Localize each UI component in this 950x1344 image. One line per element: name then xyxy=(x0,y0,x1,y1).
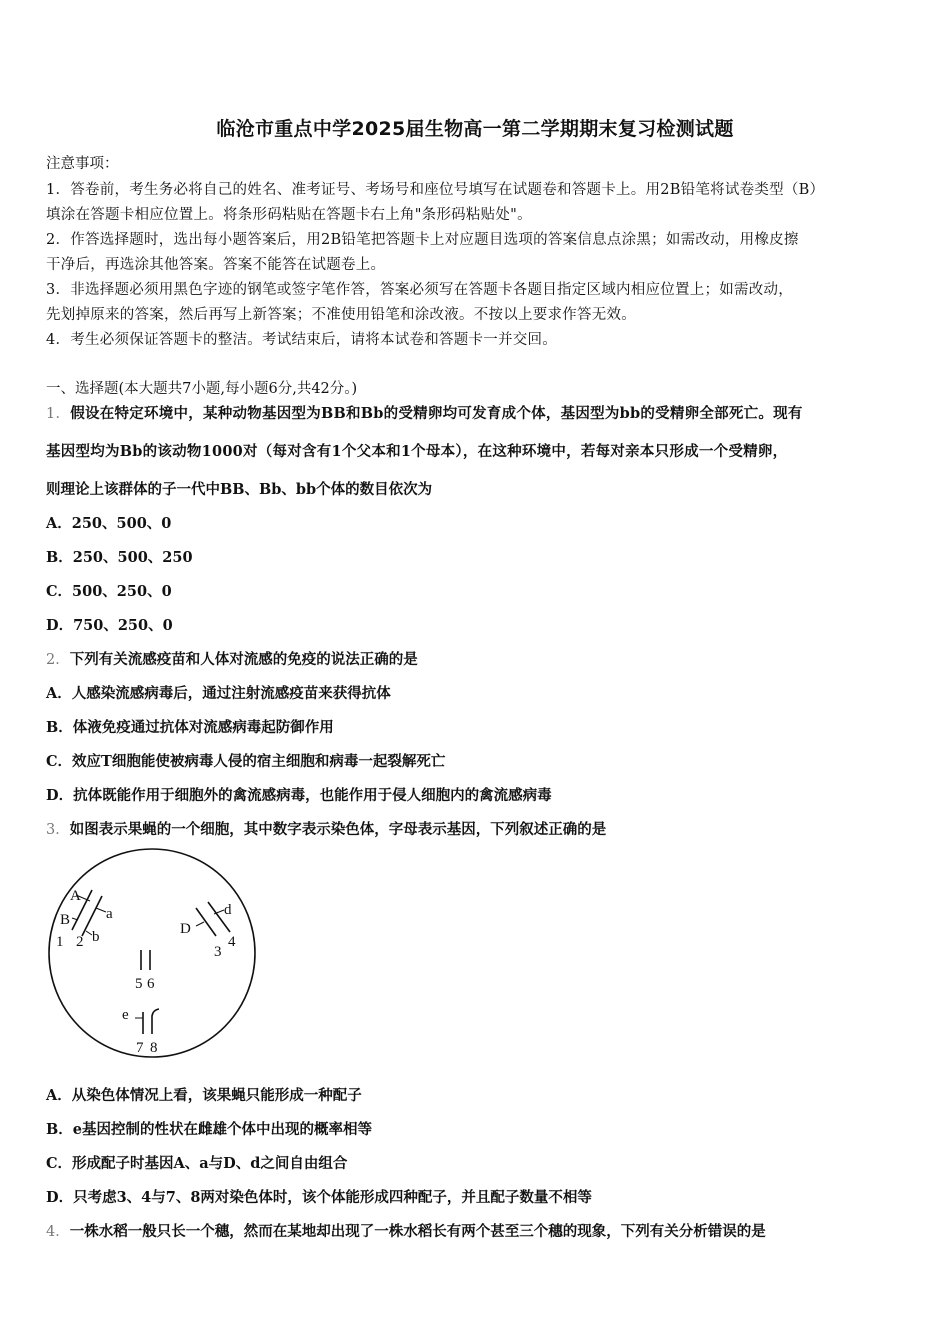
notice-line: 干净后，再选涂其他答案。答案不能答在试题卷上。 xyxy=(46,257,386,273)
notice-line: 4．考生必须保证答题卡的整洁。考试结束后，请将本试卷和答题卡一并交回。 xyxy=(46,332,557,348)
question-text: 假设在特定环境中，某种动物基因型为BB和Bb的受精卵均可发育成个体，基因型为bb的受精卵全部死亡。现有 xyxy=(70,405,803,422)
option-c: C．形成配子时基因A、a与D、d之间自由组合 xyxy=(46,1155,348,1172)
gene-label-a: a xyxy=(106,906,113,922)
option-d: D．只考虑3、4与7、8两对染色体时，该个体能形成四种配子，并且配子数量不相等 xyxy=(46,1189,592,1206)
chromosome-label-7: 7 xyxy=(136,1040,144,1056)
option-d: D．750、250、0 xyxy=(46,617,173,634)
notice-line: 先划掉原来的答案，然后再写上新答案；不准使用铅笔和涂改液。不按以上要求作答无效。 xyxy=(46,307,636,323)
gene-label-e: e xyxy=(122,1007,129,1023)
option-b: B．e基因控制的性状在雌雄个体中出现的概率相等 xyxy=(46,1121,372,1138)
notice-line: 2．作答选择题时，选出每小题答案后，用2B铅笔把答题卡上对应题目选项的答案信息点涂黑；如需改动，用橡皮擦 xyxy=(46,232,799,248)
question-text: 则理论上该群体的子一代中BB、Bb、bb个体的数目依次为 xyxy=(46,481,433,498)
question-text: 下列有关流感疫苗和人体对流感的免疫的说法正确的是 xyxy=(69,651,418,668)
option-c: C．效应T细胞能使被病毒人侵的宿主细胞和病毒一起裂解死亡 xyxy=(46,753,446,770)
gene-line-D xyxy=(196,922,204,926)
chromosome-3 xyxy=(196,908,216,936)
question-2-stem xyxy=(46,648,418,669)
chromosome-label-5: 5 xyxy=(135,976,143,992)
notice-line: 1．答卷前，考生务必将自己的姓名、准考证号、考场号和座位号填写在试题卷和答题卡上。用2B铅笔将试卷类型（B） xyxy=(46,182,825,198)
cell-chromosome-figure xyxy=(46,846,262,1060)
chromosome-label-1: 1 xyxy=(56,934,64,950)
option-b: B．250、500、250 xyxy=(46,549,193,566)
option-c: C．500、250、0 xyxy=(46,583,172,600)
question-3-stem xyxy=(46,818,606,839)
notice-line: 填涂在答题卡相应位置上。将条形码粘贴在答题卡右上角"条形码粘贴处"。 xyxy=(46,207,532,223)
question-text: 基因型均为Bb的该动物1000对（每对含有1个父本和1个母本），在这种环境中，若每对亲本只形成一个受精卵， xyxy=(46,443,788,460)
question-number: 4． xyxy=(46,1224,70,1240)
option-a: A．人感染流感病毒后，通过注射流感疫苗来获得抗体 xyxy=(46,685,391,702)
chromosome-label-6: 6 xyxy=(147,976,155,992)
gene-label-D: D xyxy=(180,921,191,937)
chromosome-label-3: 3 xyxy=(214,944,222,960)
question-text: 一株水稻一般只长一个穗，然而在某地却出现了一株水稻长有两个甚至三个穗的现象，下列有关分析错误的是 xyxy=(69,1223,766,1240)
chromosome-label-2: 2 xyxy=(76,934,84,950)
notice-heading: 注意事项： xyxy=(46,156,119,172)
chromosome-label-8: 8 xyxy=(150,1040,158,1056)
gene-label-b: b xyxy=(92,929,100,945)
gene-label-A: A xyxy=(70,888,81,904)
question-number: 2． xyxy=(46,652,70,668)
question-text: 如图表示果蝇的一个细胞，其中数字表示染色体，字母表示基因，下列叙述正确的是 xyxy=(69,821,607,838)
gene-label-d: d xyxy=(224,902,232,918)
chromosome-label-4: 4 xyxy=(228,934,236,950)
page-title: 临沧市重点中学2025届生物高一第二学期期末复习检测试题 xyxy=(216,118,734,140)
question-1-stem xyxy=(46,402,803,423)
option-b: B．体液免疫通过抗体对流感病毒起防御作用 xyxy=(46,719,334,736)
notice-line: 3．非选择题必须用黑色字迹的钢笔或签字笔作答，答案必须写在答题卡各题目指定区域内相应位置上；如需改动， xyxy=(46,282,793,298)
chromosome-8 xyxy=(152,1009,159,1034)
gene-line-a xyxy=(96,908,106,912)
question-number: 1． xyxy=(46,406,71,422)
option-a: A．从染色体情况上看，该果蝇只能形成一种配子 xyxy=(46,1087,362,1104)
question-number: 3． xyxy=(46,822,70,838)
option-d: D．抗体既能作用于细胞外的禽流感病毒，也能作用于侵人细胞内的禽流感病毒 xyxy=(46,787,552,804)
gene-label-B: B xyxy=(60,912,71,928)
section-heading: 一、选择题(本大题共7小题,每小题6分,共42分。) xyxy=(46,381,358,397)
question-4-stem xyxy=(46,1220,766,1241)
option-a: A．250、500、0 xyxy=(46,515,172,532)
